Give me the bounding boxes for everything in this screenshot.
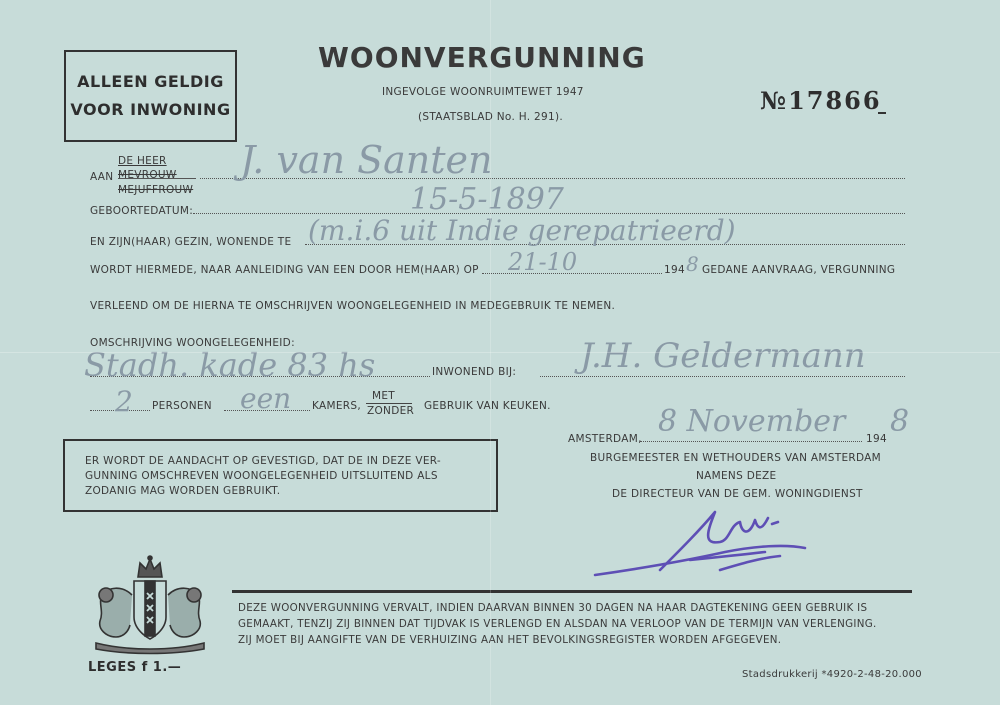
aanvraag-year-handwritten: 8 [686, 252, 699, 276]
persons-handwritten: 2 [115, 385, 133, 418]
wordt-label: WORDT HIERMEDE, NAAR AANLEIDING VAN EEN DOOR HEM(HAAR) OP [90, 264, 479, 276]
validity-line-1: ALLEEN GELDIG [77, 72, 224, 91]
inwonend-handwritten: J.H. Geldermann [580, 336, 866, 376]
validity-box [64, 50, 237, 142]
met-zonder-divider [366, 403, 412, 404]
geboortedatum-label: GEBOORTEDATUM: [90, 205, 194, 217]
footer-line-3: ZIJ MOET BIJ AANGIFTE VAN DE VERHUIZING AAN HET BEVOLKINGSREGISTER WORDEN AFGEGEVEN. [238, 634, 782, 646]
signature-date-line [640, 441, 862, 442]
footer-rule [232, 590, 912, 593]
printer-mark: Stadsdrukkerij *4920-2-48-20.000 [742, 669, 922, 680]
leges-fee: LEGES f 1.— [88, 660, 182, 675]
kamers-handwritten: een [240, 382, 292, 415]
director-signature [590, 500, 830, 590]
permit-number: №17866 [760, 86, 882, 115]
fold-crease-horizontal [0, 352, 1000, 353]
aanvraag-date-handwritten: 21-10 [508, 248, 578, 276]
signature-date-handwritten: 8 November [658, 404, 846, 439]
inwonend-line [540, 376, 905, 377]
signature-year-handwritten: 8 [890, 404, 910, 439]
gezin-label: EN ZIJN(HAAR) GEZIN, WONENDE TE [90, 236, 292, 248]
notice-line-1: ER WORDT DE AANDACHT OP GEVESTIGD, DAT DE IN DEZE VER- [85, 455, 442, 467]
omschrijving-label: OMSCHRIJVING WOONGELEGENHEID: [90, 337, 295, 349]
keuken-label: GEBRUIK VAN KEUKEN. [424, 400, 551, 412]
signature-year-prefix: 194 [866, 433, 887, 445]
document-subtitle: INGEVOLGE WOONRUIMTEWET 1947 [382, 86, 584, 98]
authority-line-3: DE DIRECTEUR VAN DE GEM. WONINGDIENST [612, 488, 863, 500]
document-title: WOONVERGUNNING [318, 41, 646, 74]
met-option: MET [372, 390, 396, 402]
name-handwritten: J. van Santen [240, 138, 493, 182]
notice-box [63, 439, 498, 512]
footer-line-2: GEMAAKT, TENZIJ ZIJ BINNEN DAT TIJDVAK IS VERLENGD EN ALSDAN NA VERLOOP VAN DE TERMIJN VAN VERLENGING. [238, 618, 877, 630]
aan-label: AAN [90, 171, 114, 183]
salutation-strike [118, 178, 196, 179]
amsterdam-coat-of-arms [88, 555, 213, 655]
inwonend-label: INWONEND BIJ: [432, 366, 517, 378]
validity-line-2: VOOR INWONING [70, 100, 231, 119]
notice-line-2: GUNNING OMSCHREVEN WOONGELEGENHEID UITSLUITEND ALS [85, 470, 438, 482]
zonder-option: ZONDER [367, 405, 415, 417]
footer-line-1: DEZE WOONVERGUNNING VERVALT, INDIEN DAARVAN BINNEN 30 DAGEN NA HAAR DAGTEKENING GEEN GEBRUIK IS [238, 602, 868, 614]
verleend-text: VERLEEND OM DE HIERNA TE OMSCHRIJVEN WOONGELEGENHEID IN MEDEGEBRUIK TE NEMEN. [90, 300, 616, 312]
geboortedatum-handwritten: 15-5-1897 [410, 182, 564, 217]
permit-number-underline [878, 112, 886, 114]
salutation-heer: DE HEER [118, 155, 167, 167]
kamers-label: KAMERS, [312, 400, 361, 412]
address-handwritten: Stadh. kade 83 hs [84, 346, 376, 384]
authority-line-2: NAMENS DEZE [696, 470, 777, 482]
amsterdam-label: AMSTERDAM, [568, 433, 642, 445]
gedane-label: GEDANE AANVRAAG, VERGUNNING [702, 264, 896, 276]
authority-line-1: BURGEMEESTER EN WETHOUDERS VAN AMSTERDAM [590, 452, 882, 464]
notice-line-3: ZODANIG MAG WORDEN GEBRUIKT. [85, 485, 281, 497]
wonende-handwritten: (m.i.6 uit Indie gerepatrieerd) [308, 214, 736, 247]
fold-crease-vertical [490, 0, 491, 705]
personen-label: PERSONEN [152, 400, 212, 412]
staatsblad-reference: (STAATSBLAD No. H. 291). [418, 111, 564, 123]
salutation-mejuffrouw: MEJUFFROUW [118, 184, 194, 196]
aanvraag-year-prefix: 194 [664, 264, 685, 276]
salutation-mevrouw: MEVROUW [118, 169, 177, 181]
